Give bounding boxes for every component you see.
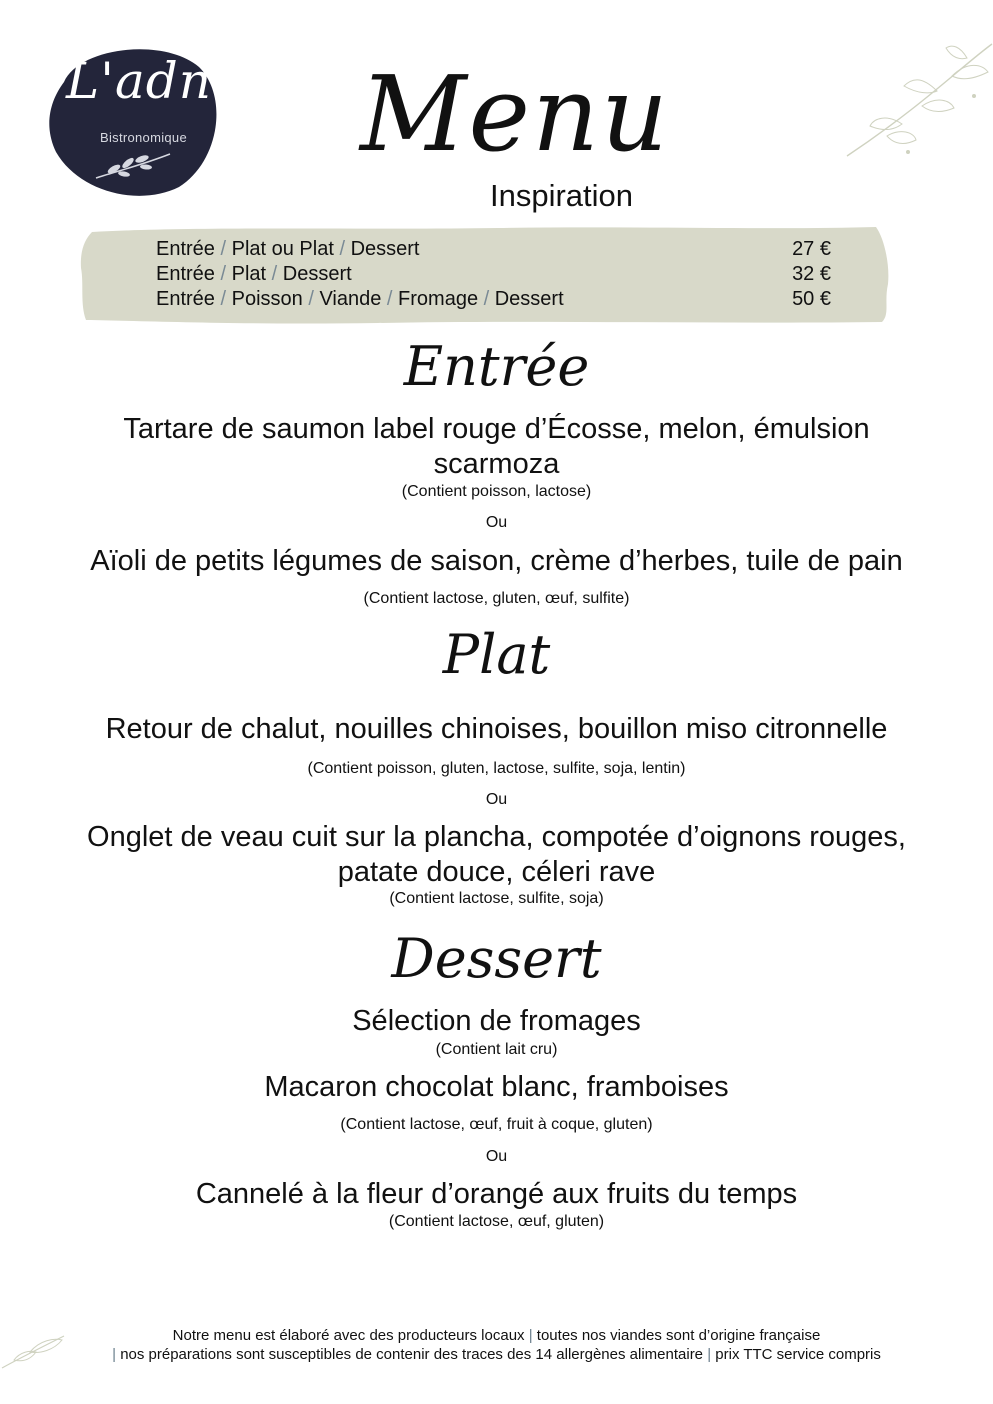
allergen-note: (Contient poisson, gluten, lactose, sulfite, soja, lentin) xyxy=(307,760,686,777)
allergen-note: (Contient lactose, gluten, œuf, sulfite) xyxy=(363,590,630,607)
price-row xyxy=(156,263,831,288)
footer-line-1 xyxy=(0,1327,993,1344)
allergen-note: (Contient poisson, lactose) xyxy=(401,483,592,500)
section-heading-entree: Entrée xyxy=(403,335,590,398)
separator: / xyxy=(214,288,232,310)
price-row-formula xyxy=(156,238,419,261)
separator: / xyxy=(478,288,495,310)
footer-separator: | xyxy=(528,1327,533,1344)
separator: / xyxy=(214,238,232,260)
course-label: Dessert xyxy=(282,263,352,285)
course-label: Entrée xyxy=(156,288,215,310)
price-value: 27 € xyxy=(792,238,831,260)
course-label: Entrée xyxy=(156,263,215,285)
dish-title: patate douce, céleri rave xyxy=(337,856,656,888)
footer-text: Notre menu est élaboré avec des producteurs locaux xyxy=(172,1327,525,1344)
price-value: 32 € xyxy=(792,263,831,285)
footer-text: nos préparations sont susceptibles de contenir des traces des 14 allergènes alimentaire xyxy=(120,1346,704,1363)
course-label: Dessert xyxy=(350,238,420,260)
footer-line-2 xyxy=(0,1346,993,1363)
footer-text: toutes nos viandes sont d’origine française xyxy=(536,1327,821,1344)
logo xyxy=(44,42,219,197)
allergen-note: (Contient lactose, sulfite, soja) xyxy=(389,890,604,907)
dish-title: Sélection de fromages xyxy=(352,1005,641,1037)
or-separator: Ou xyxy=(485,1148,508,1165)
footer-separator: | xyxy=(112,1346,117,1363)
course-label: Poisson xyxy=(231,288,303,310)
separator: / xyxy=(266,263,283,285)
separator: / xyxy=(302,288,320,310)
or-separator: Ou xyxy=(485,791,508,808)
leaf-branch-icon xyxy=(94,150,174,182)
separator: / xyxy=(214,263,232,285)
course-label: Fromage xyxy=(398,288,479,310)
logo-subtitle: Bistronomique xyxy=(100,130,187,145)
course-label: Plat ou Plat xyxy=(231,238,334,260)
price-row-formula xyxy=(156,263,352,286)
footer-separator: | xyxy=(707,1346,712,1363)
price-row xyxy=(156,238,831,263)
price-value: 50 € xyxy=(792,288,831,310)
allergen-note: (Contient lait cru) xyxy=(435,1041,558,1058)
course-label: Dessert xyxy=(494,288,564,310)
logo-name: L'adn xyxy=(66,52,212,110)
separator: / xyxy=(381,288,399,310)
section-heading-plat: Plat xyxy=(442,623,551,686)
menu-title: Menu xyxy=(360,53,670,175)
olive-branch-icon xyxy=(842,36,993,170)
separator: / xyxy=(333,238,351,260)
dish-title: Aïoli de petits légumes de saison, crème d’herbes, tuile de pain xyxy=(90,545,903,577)
course-label: Viande xyxy=(319,288,382,310)
allergen-note: (Contient lactose, œuf, gluten) xyxy=(388,1213,605,1230)
dish-title: Cannelé à la fleur d’orangé aux fruits du temps xyxy=(195,1178,798,1210)
dish-title: Onglet de veau cuit sur la plancha, compotée d’oignons rouges, xyxy=(87,821,906,853)
allergen-note: (Contient lactose, œuf, fruit à coque, gluten) xyxy=(340,1116,653,1133)
footer-text: prix TTC service compris xyxy=(715,1346,881,1363)
course-label: Plat xyxy=(231,263,267,285)
dish-title: Macaron chocolat blanc, framboises xyxy=(264,1071,729,1103)
dish-title: scarmoza xyxy=(433,448,560,480)
price-row-formula xyxy=(156,288,564,311)
dish-title: Tartare de saumon label rouge d’Écosse, melon, émulsion xyxy=(123,413,870,445)
course-label: Entrée xyxy=(156,238,215,260)
section-heading-dessert: Dessert xyxy=(391,927,602,990)
dish-title: Retour de chalut, nouilles chinoises, bouillon miso citronnelle xyxy=(105,713,888,745)
or-separator: Ou xyxy=(485,514,508,531)
menu-subtitle: Inspiration xyxy=(490,178,634,213)
price-row xyxy=(156,288,831,313)
